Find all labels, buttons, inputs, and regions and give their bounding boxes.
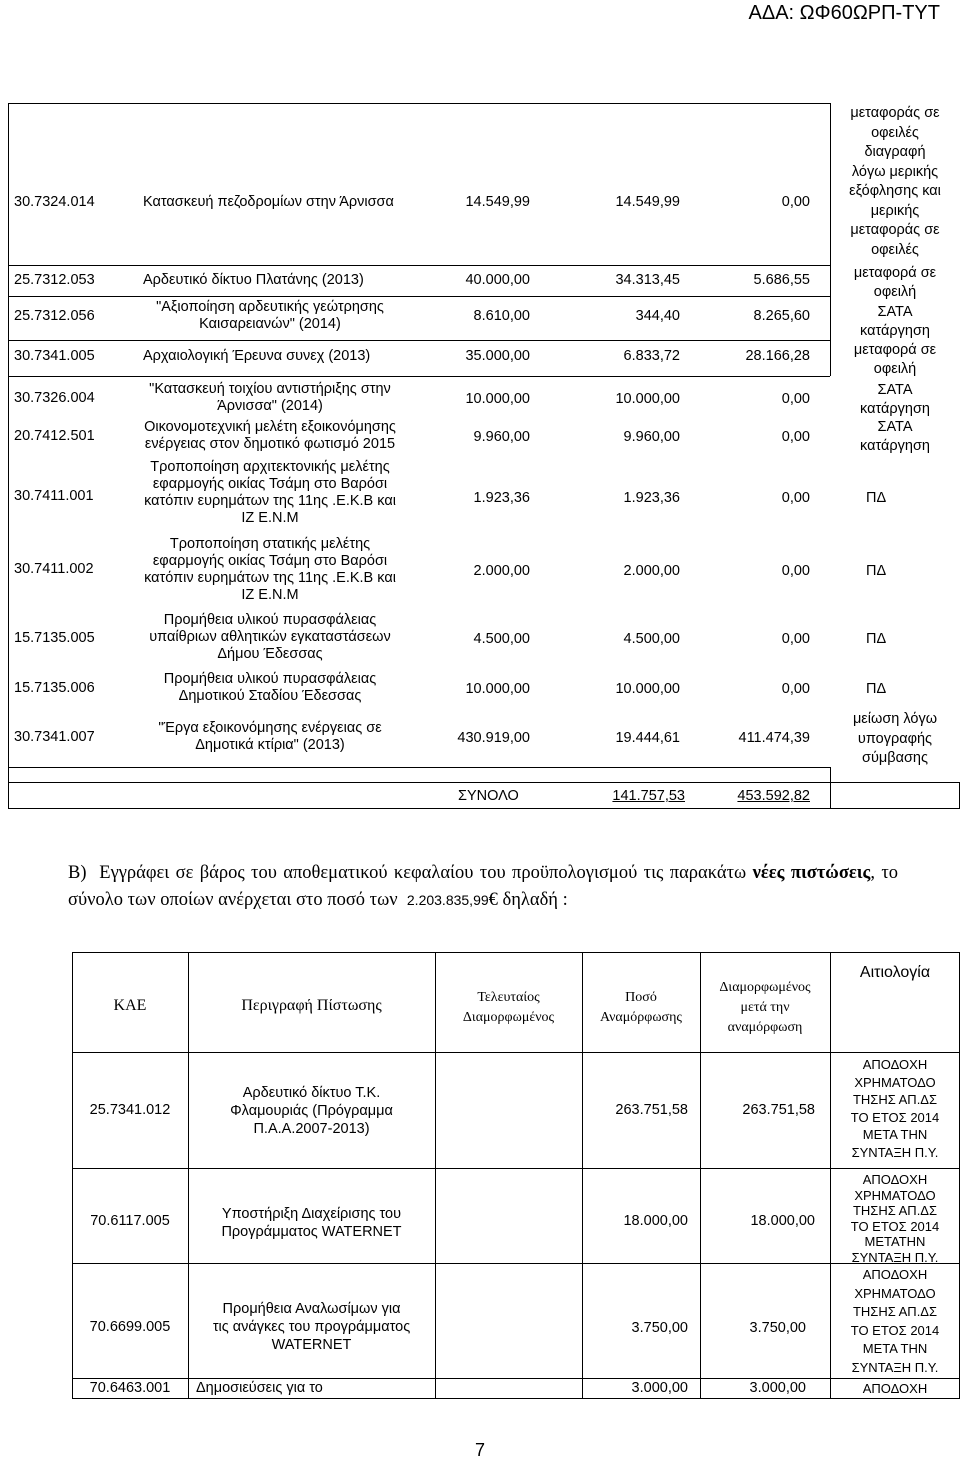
- amount-cell: 0,00: [781, 631, 810, 647]
- column-header-reason: Αιτιολογία: [859, 964, 931, 981]
- note-cell: μεταφορά σε οφειλή: [853, 265, 937, 300]
- amount-cell: 0,00: [781, 490, 810, 506]
- amount-cell: 9.960,00: [473, 429, 530, 445]
- amount-cell: 0,00: [781, 681, 810, 697]
- kae-code: 70.6117.005: [90, 1213, 170, 1229]
- document-header-ada: ΑΔΑ: ΩΦ60ΩΡΠ-ΤΥΤ: [748, 2, 940, 24]
- credit-description: Προμήθεια υλικού πυρασφάλειας υπαίθριων αθλητικών εγκαταστάσεων Δήμου Έδεσσας: [149, 612, 391, 662]
- note-cell: μείωση λόγω υπογραφής σύμβασης: [852, 711, 938, 766]
- kae-code: 30.7411.002: [14, 561, 94, 577]
- amount-cell: 3.000,00: [631, 1380, 688, 1396]
- amount-cell: 344,40: [635, 308, 680, 324]
- kae-code: 25.7312.056: [14, 308, 95, 324]
- credit-description: Οικονομοτεχνική μελέτη εξοικονόμησης ενέργειας στον δημοτικό φωτισμό 2015: [144, 419, 396, 452]
- kae-code: 25.7312.053: [14, 272, 95, 288]
- amount-cell: 3.750,00: [631, 1320, 688, 1336]
- credit-description: Τροποποίηση αρχιτεκτονικής μελέτης εφαρμογής οικίας Τσάμη στο Βαρόσι κατόπιν ευρημάτων της 11ης .Ε.Κ.Β και ΙΖ Ε.Ν.Μ: [144, 459, 396, 526]
- amount-cell: 411.474,39: [738, 730, 810, 746]
- credit-description: Υποστήριξη Διαχείρισης του Προγράμματος WATERNET: [221, 1206, 402, 1240]
- kae-code: 30.7326.004: [14, 390, 95, 406]
- credit-description: Δημοσιεύσεις για το: [196, 1380, 323, 1396]
- note-cell: ΠΔ: [866, 490, 887, 506]
- credit-description: "Κατασκευή τοιχίου αντιστήριξης στην Άρνισσα" (2014): [149, 381, 391, 414]
- amount-cell: 40.000,00: [465, 272, 530, 288]
- kae-code: 30.7341.005: [14, 348, 95, 364]
- kae-code: 70.6463.001: [89, 1380, 171, 1396]
- amount-cell: 10.000,00: [615, 681, 680, 697]
- amount-cell: 2.000,00: [473, 563, 530, 579]
- kae-code: 30.7324.014: [14, 194, 95, 210]
- credit-description: Τροποποίηση στατικής μελέτης εφαρμογής οικίας Τσάμη στο Βαρόσι κατόπιν ευρημάτων της 11ης .Ε.Κ.Β και ΙΖ Ε.Ν.Μ: [144, 536, 396, 603]
- note-cell: μεταφοράς σε οφειλές διαγραφή λόγω μερικής εξόφλησης και μερικής μεταφοράς σε οφειλές: [849, 105, 941, 258]
- amount-cell: 1.923,36: [623, 490, 680, 506]
- amount-cell: 2.000,00: [623, 563, 680, 579]
- amount-cell: 5.686,55: [753, 272, 810, 288]
- column-header-amendment-amount: Ποσό Αναμόρφωσης: [600, 990, 682, 1025]
- kae-code: 30.7341.007: [14, 729, 95, 745]
- note-cell: μεταφορά σε οφειλή: [853, 342, 937, 377]
- reason-cell: ΑΠΟΔΟΧΗ: [862, 1381, 928, 1396]
- amount-cell: 14.549,99: [465, 194, 530, 210]
- amount-cell: 8.265,60: [753, 308, 810, 324]
- amount-cell: 263.751,58: [615, 1102, 688, 1118]
- kae-code: 15.7135.006: [14, 680, 95, 696]
- credit-description: Αρδευτικό δίκτυο Τ.Κ. Φλαμουριάς (Πρόγραμμα Π.Α.Α.2007-2013): [230, 1085, 393, 1137]
- amount-cell: 6.833,72: [623, 348, 680, 364]
- credit-description: Αρχαιολογική Έρευνα συνεχ (2013): [143, 348, 371, 364]
- credit-description: "Έργα εξοικονόμησης ενέργειας σε Δημοτικά κτίρια" (2013): [158, 720, 382, 753]
- amount-cell: 14.549,99: [615, 194, 680, 210]
- new-credits-paragraph: Β) Εγγράφει σε βάρος του αποθεματικού κεφαλαίου του προϋπολογισμού τις παρακάτω νέες πιστώσεις, το σύνολο των οποίων ανέρχεται στο ποσό των 2.203.835,99€ δηλαδή :: [68, 863, 899, 910]
- amount-cell: 0,00: [781, 563, 810, 579]
- amount-cell: 8.610,00: [473, 308, 530, 324]
- page-number: 7: [474, 1440, 485, 1460]
- amount-cell: 10.000,00: [615, 391, 680, 407]
- kae-code: 15.7135.005: [14, 630, 95, 646]
- note-cell: ΠΔ: [866, 563, 887, 579]
- amount-cell: 18.000,00: [750, 1213, 815, 1229]
- amount-cell: 35.000,00: [465, 348, 530, 364]
- amount-cell: 10.000,00: [465, 391, 530, 407]
- total-amount: 453.592,82: [737, 788, 810, 804]
- amount-cell: 4.500,00: [623, 631, 680, 647]
- column-header-after-amendment: Διαμορφωμένος μετά την αναμόρφωση: [719, 980, 811, 1035]
- note-cell: ΣΑΤΑ κατάργηση: [860, 304, 930, 339]
- total-label: ΣΥΝΟΛΟ: [458, 788, 519, 804]
- total-amount: 141.757,53: [612, 788, 685, 804]
- reason-cell: ΑΠΟΔΟΧΗ ΧΡΗΜΑΤΟΔΟ ΤΗΣΗΣ ΑΠ.ΔΣ ΤΟ ΕΤΟΣ 2014 ΜΕΤΑ ΤΗΝ ΣΥΝΤΑΞΗ Π.Υ.: [850, 1267, 940, 1375]
- reason-cell: ΑΠΟΔΟΧΗ ΧΡΗΜΑΤΟΔΟ ΤΗΣΗΣ ΑΠ.ΔΣ ΤΟ ΕΤΟΣ 2014 ΜΕΤΑ ΤΗΝ ΣΥΝΤΑΞΗ Π.Υ.: [850, 1057, 940, 1160]
- amount-cell: 0,00: [781, 391, 810, 407]
- note-cell: ΣΑΤΑ κατάργηση: [860, 382, 930, 417]
- kae-code: 30.7411.001: [14, 488, 94, 504]
- amount-cell: 0,00: [781, 194, 810, 210]
- credit-description: Αρδευτικό δίκτυο Πλατάνης (2013): [143, 272, 364, 288]
- amount-cell: 10.000,00: [465, 681, 530, 697]
- note-cell: ΠΔ: [866, 681, 887, 697]
- amount-cell: 28.166,28: [745, 348, 810, 364]
- credit-description: Προμήθεια υλικού πυρασφάλειας Δημοτικού Σταδίου Έδεσσας: [163, 671, 377, 704]
- column-header-kae: ΚΑΕ: [113, 997, 147, 1014]
- amount-cell: 3.750,00: [749, 1320, 806, 1336]
- kae-code: 25.7341.012: [89, 1102, 171, 1118]
- credit-description: Προμήθεια Αναλωσίμων για τις ανάγκες του προγράμματος WATERNET: [212, 1301, 411, 1353]
- reason-cell: ΑΠΟΔΟΧΗ ΧΡΗΜΑΤΟΔΟ ΤΗΣΗΣ ΑΠ.ΔΣ ΤΟ ΕΤΟΣ 2014 ΜΕΤΑΤΗΝ ΣΥΝΤΑΞΗ Π.Υ.: [850, 1172, 940, 1265]
- amount-cell: 19.444,61: [615, 730, 680, 746]
- amount-cell: 263.751,58: [742, 1102, 815, 1118]
- amount-cell: 18.000,00: [623, 1213, 688, 1229]
- column-header-description: Περιγραφή Πίστωσης: [241, 997, 382, 1014]
- amount-cell: 3.000,00: [749, 1380, 806, 1396]
- kae-code: 20.7412.501: [14, 428, 95, 444]
- kae-code: 70.6699.005: [89, 1319, 171, 1335]
- credit-description: Κατασκευή πεζοδρομίων στην Άρνισσα: [143, 194, 394, 210]
- amount-cell: 1.923,36: [473, 490, 530, 506]
- amount-cell: 9.960,00: [623, 429, 680, 445]
- note-cell: ΣΑΤΑ κατάργηση: [860, 419, 930, 454]
- credit-description: "Αξιοποίηση αρδευτικής γεώτρησης Καισαρειανών" (2014): [156, 299, 384, 332]
- amount-cell: 4.500,00: [473, 631, 530, 647]
- note-cell: ΠΔ: [866, 631, 887, 647]
- amount-cell: 430.919,00: [457, 730, 530, 746]
- amount-cell: 0,00: [781, 429, 810, 445]
- column-header-last-amended: Τελευταίος Διαμορφωμένος: [462, 990, 555, 1025]
- amount-cell: 34.313,45: [615, 272, 680, 288]
